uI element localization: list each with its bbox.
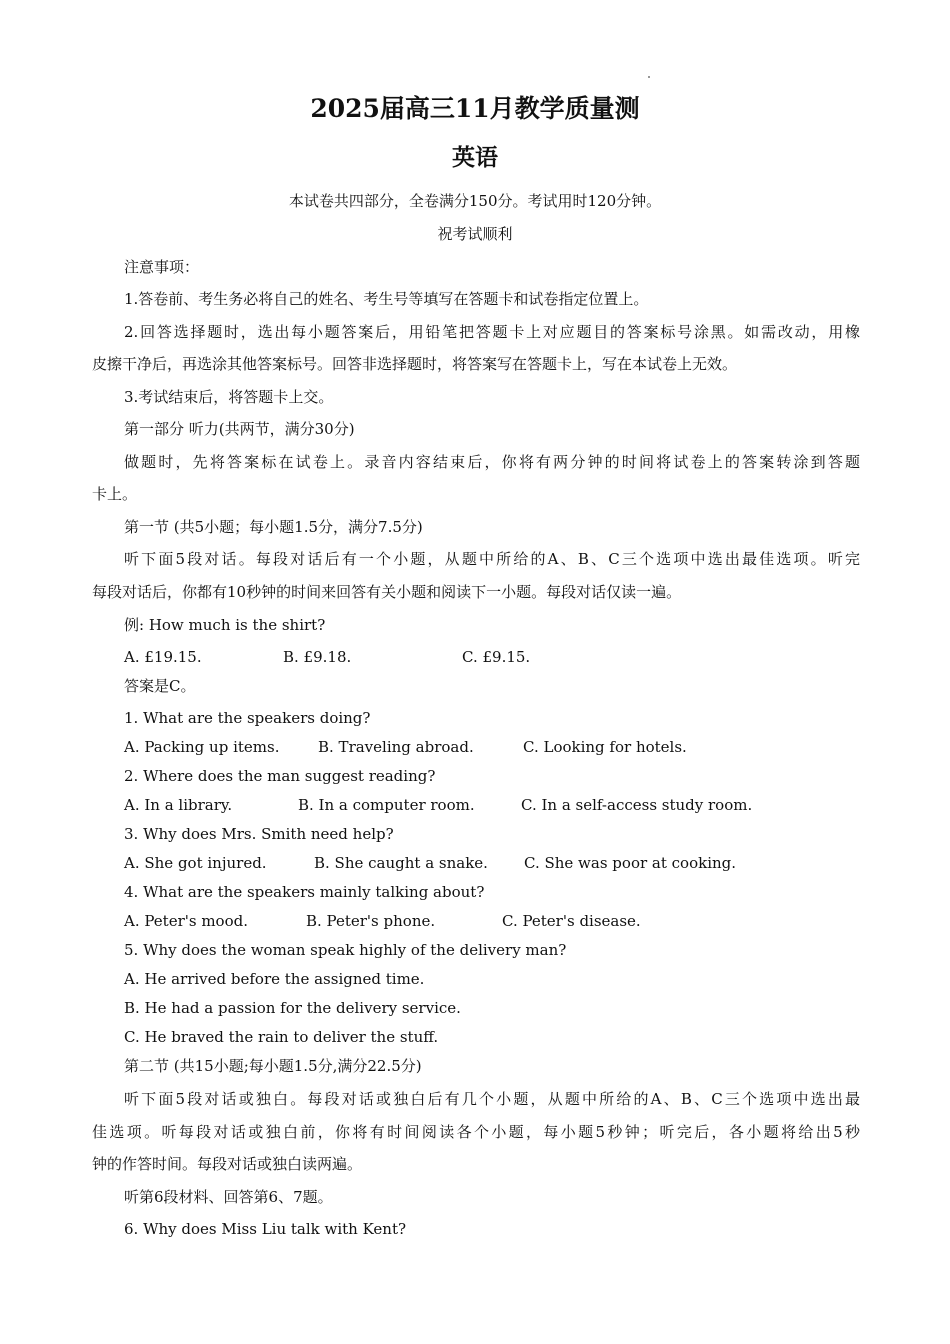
note-2-line-1: 2.回答选择题时，选出每小题答案后，用铅笔把答题卡上对应题目的答案标号涂黑。如需改动，用橡 [124, 323, 860, 341]
question-2: 2. Where does the man suggest reading? [124, 767, 436, 785]
notes-heading: 注意事项： [124, 258, 200, 276]
question-4: 4. What are the speakers mainly talking about? [124, 883, 485, 901]
q3-option-b: B. She caught a snake. [314, 854, 488, 872]
example-answer: 答案是C。 [124, 677, 196, 695]
question-1: 1. What are the speakers doing? [124, 709, 371, 727]
page-mark [648, 76, 650, 78]
exam-title: 2025届高三11月教学质量测 [310, 94, 640, 123]
section2-intro-line-1: 听下面5段对话或独白。每段对话或独白后有几个小题，从题中所给的A、B、C三个选项中选出最 [124, 1090, 860, 1108]
q3-option-c: C. She was poor at cooking. [524, 854, 737, 872]
exam-subject: 英语 [452, 144, 498, 171]
part1-intro-line-2: 卡上。 [92, 485, 138, 503]
q4-option-a: A. Peter's mood. [124, 912, 248, 930]
example-option-b: B. £9.18. [283, 648, 352, 666]
exam-wish: 祝考试顺利 [437, 225, 513, 243]
q2-option-c: C. In a self-access study room. [521, 796, 753, 814]
example-option-c: C. £9.15. [462, 648, 531, 666]
section1-intro-line-1: 听下面5段对话。每段对话后有一个小题，从题中所给的A、B、C三个选项中选出最佳选项。听完 [124, 550, 860, 568]
q2-option-b: B. In a computer room. [298, 796, 475, 814]
section1-heading: 第一节 (共5小题；每小题1.5分，满分7.5分) [124, 518, 423, 536]
question-3: 3. Why does Mrs. Smith need help? [124, 825, 394, 843]
section2-intro-line-2: 佳选项。听每段对话或独白前，你将有时间阅读各个小题，每小题5秒钟；听完后，各小题将给出5秒 [92, 1123, 860, 1141]
q5-option-b: B. He had a passion for the delivery service. [124, 999, 461, 1017]
material-6-heading: 听第6段材料、回答第6、7题。 [124, 1188, 333, 1206]
part1-heading: 第一部分 听力(共两节，满分30分) [124, 420, 355, 438]
note-3: 3.考试结束后，将答题卡上交。 [124, 388, 334, 406]
question-6: 6. Why does Miss Liu talk with Kent? [124, 1220, 407, 1238]
q4-option-b: B. Peter's phone. [306, 912, 436, 930]
q1-option-b: B. Traveling abroad. [318, 738, 474, 756]
section2-intro-line-3: 钟的作答时间。每段对话或独白读两遍。 [92, 1155, 363, 1173]
section1-intro-line-2: 每段对话后，你都有10秒钟的时间来回答有关小题和阅读下一小题。每段对话仅读一遍。 [92, 583, 682, 601]
q5-option-a: A. He arrived before the assigned time. [124, 970, 425, 988]
example-option-a: A. £19.15. [124, 648, 202, 666]
note-2-line-2: 皮擦干净后，再选涂其他答案标号。回答非选择题时，将答案写在答题卡上，写在本试卷上无效。 [92, 355, 738, 373]
note-1: 1.答卷前、考生务必将自己的姓名、考生号等填写在答题卡和试卷指定位置上。 [124, 290, 649, 308]
q1-option-c: C. Looking for hotels. [523, 738, 687, 756]
example-question: 例: How much is the shirt? [124, 616, 326, 634]
exam-info: 本试卷共四部分，全卷满分150分。考试用时120分钟。 [288, 192, 662, 210]
q2-option-a: A. In a library. [124, 796, 233, 814]
part1-intro-line-1: 做题时，先将答案标在试卷上。录音内容结束后，你将有两分钟的时间将试卷上的答案转涂到答题 [124, 453, 860, 471]
q5-option-c: C. He braved the rain to deliver the stuff. [124, 1028, 439, 1046]
q4-option-c: C. Peter's disease. [502, 912, 641, 930]
q1-option-a: A. Packing up items. [124, 738, 280, 756]
section2-heading: 第二节 (共15小题;每小题1.5分,满分22.5分) [124, 1057, 422, 1075]
q3-option-a: A. She got injured. [124, 854, 267, 872]
question-5: 5. Why does the woman speak highly of the delivery man? [124, 941, 567, 959]
